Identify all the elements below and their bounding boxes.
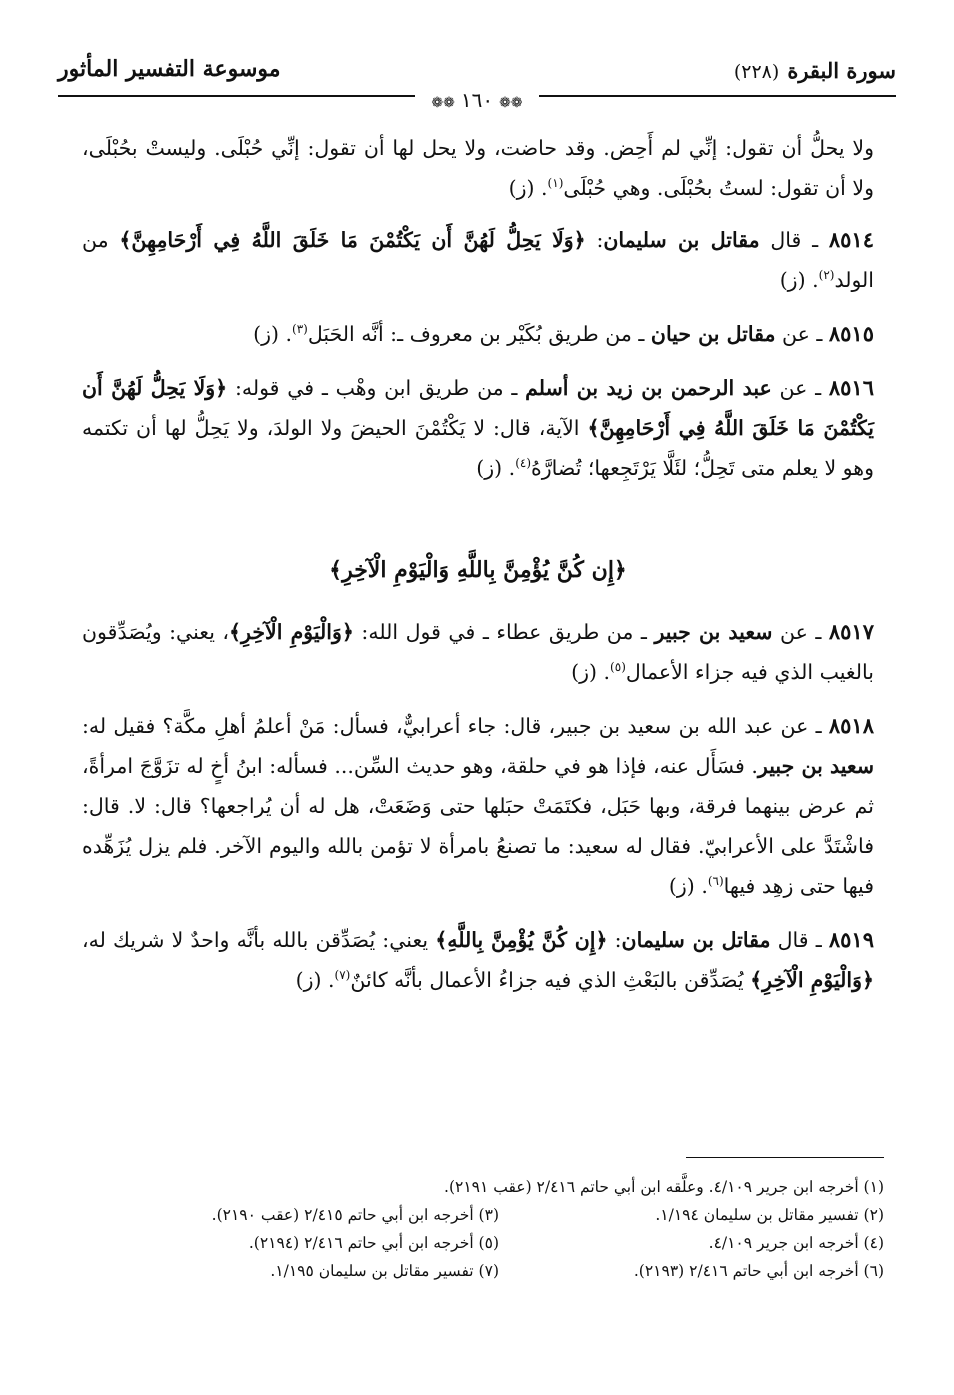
text-run: ـ عن (772, 620, 829, 644)
text-run: ـ عن عبد الله بن سعيد بن جبير، قال: جاء أعرابيٌّ، فسأل: مَنْ أعلمُ أهلِ مكَّة؟ فقيل له: (82, 714, 829, 738)
header-verse-ref: (٢٢٨) (733, 61, 780, 83)
athar-number: ٨٥١٩ (828, 927, 874, 952)
page-number: ١٦٠ (460, 88, 494, 112)
text-run: من الولد (82, 228, 874, 292)
text-run: : (607, 928, 622, 952)
footnote-1: (١) أخرجه ابن جرير ٤/١٠٩. وعلَّقه ابن أبي حاتم ٢/٤١٦ (عقب ٢١٩١). (444, 1178, 884, 1196)
text-run: ـ عن (771, 376, 829, 400)
source-code: . (ز) (295, 968, 335, 992)
page-body (82, 128, 874, 1014)
footnote-ref[interactable]: (٣) (292, 322, 308, 337)
narrator-name: سعيد بن جبير (757, 754, 874, 778)
footnotes (84, 1173, 884, 1285)
narrator-name: مقاتل بن سليمان (603, 228, 760, 252)
paragraph-continuation (82, 128, 874, 208)
footnote-6: (٦) أخرجه ابن أبي حاتم ٢/٤١٦ (٢١٩٣). (633, 1262, 884, 1280)
text-run: الآية، قال: لا يَكْتُمْنَ الحيضَ ولا الولدَ، ولا يَحِلُّ لها أن تكتمه وهو لا يعلم متى تَحِلُّ؛ لئَلَّا يَرْتَجِعها؛ تُضارَّهُ (82, 416, 874, 480)
header-book-title: موسوعة التفسير المأثور (58, 56, 281, 82)
athar-8516 (82, 368, 874, 488)
text-run: ـ عن (775, 322, 829, 346)
athar-number: ٨٥١٧ (828, 619, 874, 644)
quran-quote: ﴿وَلَا يَحِلُّ لَهُنَّ أَن يَكْتُمْنَ مَا خَلَقَ اللَّهُ فِي أَرْحَامِهِنَّ﴾ (119, 228, 586, 252)
footnote-7: (٧) تفسير مقاتل بن سليمان ١/١٩٥. (270, 1262, 499, 1280)
quran-quote: ﴿وَالْيَوْمِ الْآخِرِ﴾ (750, 968, 874, 992)
athar-8518 (82, 706, 874, 906)
athar-8517 (82, 612, 874, 692)
athar-number: ٨٥١٨ (828, 713, 874, 738)
footnote-ref[interactable]: (٥) (610, 660, 626, 675)
footnote-rule (686, 1157, 884, 1158)
source-code: . (ز) (571, 660, 611, 684)
text-run: ـ قال (759, 228, 829, 252)
text-run: : (585, 228, 604, 252)
footnote-ref[interactable]: (٢) (818, 268, 835, 283)
header-surah (734, 58, 896, 83)
source-code: . (ز) (476, 456, 516, 480)
footnote-ref[interactable]: (٦) (707, 874, 724, 889)
footnote-4: (٤) أخرجه ابن جرير ٤/١٠٩. (708, 1234, 884, 1252)
text-run: ـ من طريق ابن وهْب ـ في قوله: (227, 376, 526, 400)
footnote-2: (٢) تفسير مقاتل بن سليمان ١/١٩٤. (655, 1206, 884, 1224)
ornament-icon: ❁❁ (499, 95, 523, 111)
quran-quote: ﴿وَالْيَوْمِ الْآخِرِ﴾ (229, 620, 354, 644)
footnote-ref[interactable]: (٧) (334, 968, 351, 983)
narrator-name: مقاتل بن حيان (650, 322, 776, 346)
footnote-5: (٥) أخرجه ابن أبي حاتم ٢/٤١٦ (٢١٩٤). (248, 1234, 499, 1252)
text-run: يعني: يُصَدِّقن بالله بأنَّه واحدٌ لا شريك له، (82, 928, 436, 952)
footnote-ref[interactable]: (٤) (515, 456, 532, 471)
narrator-name: مقاتل بن سليمان (621, 928, 771, 952)
text-run: . فسَأَل عنه، فإذا هو في حلقة، وهو حديث السِّن... فسأله: ابنُ أخٍ له تزَوَّجَ امرأةً، ثم عرض بينهما فرقة، وبها حَبَل، فكتَمَتْ حبَلها حتى وَضَعَتْ، هل له أن يُراجعها؟ قال: لا. قال: فاشْتَدَّ على الأعرابيّ. فقال له سعيد: ما تصنعُ بامرأة لا تؤمن بالله واليوم الآخر. فلم يزل يُزَهِّده فيها حتى زهِد فيها (82, 754, 874, 898)
source-code: . (ز) (779, 268, 819, 292)
narrator-name: سعيد بن جبير (654, 620, 773, 644)
text-run: ، يعني: ويُصَدِّقون بالغيب الذي فيه جزاء الأعمال (82, 620, 874, 684)
footnote-ref[interactable]: (١) (547, 176, 564, 191)
source-code: . (ز) (508, 176, 548, 200)
header-surah-name: سورة البقرة (787, 58, 896, 83)
athar-number: ٨٥١٤ (828, 227, 874, 252)
athar-8519 (82, 920, 874, 1000)
text-run: ـ من طريق عطاء ـ في قول الله: (353, 620, 655, 644)
athar-8514 (82, 220, 874, 300)
ornament-icon: ❁❁ (431, 95, 455, 111)
athar-number: ٨٥١٥ (828, 321, 874, 346)
quran-quote: ﴿إِن كُنَّ يُؤْمِنَّ بِاللَّهِ﴾ (435, 928, 608, 952)
footnote-3: (٣) أخرجه ابن أبي حاتم ٢/٤١٥ (عقب ٢١٩٠). (211, 1206, 499, 1224)
page-number-block (0, 88, 954, 112)
athar-number: ٨٥١٦ (828, 375, 874, 400)
source-code: . (ز) (668, 874, 708, 898)
narrator-name: عبد الرحمن بن زيد بن أسلم (525, 376, 772, 400)
source-code: . (ز) (253, 322, 293, 346)
paragraph-text: ولا يحلُّ أن تقول: إنِّي لم أَحِض. وقد حاضت، ولا يحل لها أن تقول: إنِّي حُبْلَى. وليستْ بحُبْلَى، ولا أن تقول: لستُ بحُبْلَى. وهي حُبْلَى (82, 136, 874, 200)
text-run: يُصَدِّقن بالبَعْثِ الذي فيه جزاءُ الأعمال بأنَّه كائنٌ (350, 968, 751, 992)
verse-heading: ﴿إِن كُنَّ يُؤْمِنَّ بِاللَّهِ وَالْيَوْمِ الْآخِرِ﴾ (329, 557, 627, 583)
quran-quote: ﴿وَلَا يَحِلُّ لَهُنَّ أَن يَكْتُمْنَ مَا خَلَقَ اللَّهُ فِي أَرْحَامِهِنَّ﴾ (82, 376, 874, 440)
text-run: ـ من طريق بُكَيْر بن معروف ـ: أنَّه الحَبَل (307, 322, 651, 346)
text-run: ـ قال (770, 928, 829, 952)
athar-8515 (82, 314, 874, 354)
